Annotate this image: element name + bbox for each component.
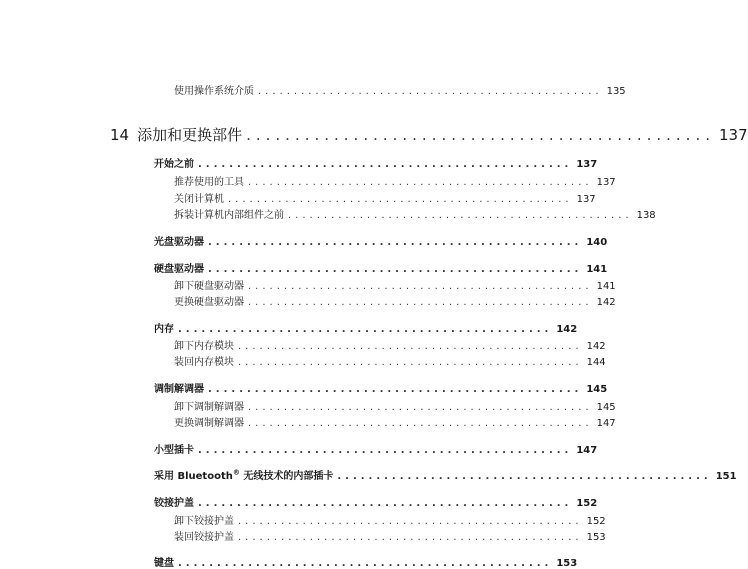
- toc-page-number: 147: [596, 418, 616, 429]
- dot-leader: ................................................: [208, 237, 583, 248]
- toc-entry-label: 卸下内存模块: [174, 341, 234, 352]
- toc-page-number: 137: [596, 177, 616, 188]
- toc-entry[interactable]: [174, 337, 606, 352]
- dot-leader: ................................................: [238, 532, 583, 543]
- dot-leader: ................................................: [208, 264, 583, 275]
- dot-leader: ................................................: [208, 384, 583, 395]
- toc-section-label: 硬盘驱动器: [154, 264, 204, 275]
- toc-page-number: 142: [556, 324, 578, 335]
- toc-page-number: 137: [576, 194, 596, 205]
- chapter-page-number: 137: [718, 126, 748, 144]
- toc-page-number: 141: [596, 281, 616, 292]
- dot-leader: ................................................: [238, 357, 583, 368]
- dot-leader: ................................................: [198, 445, 573, 456]
- toc-entry-label: 更换调制解调器: [174, 418, 244, 429]
- dot-leader: ................................................: [248, 297, 593, 308]
- toc-section-label: 调制解调器: [154, 384, 204, 395]
- dot-leader: ................................................: [248, 281, 593, 292]
- toc-page-number: 137: [576, 159, 598, 170]
- toc-section[interactable]: [154, 554, 578, 569]
- toc-entry[interactable]: [174, 398, 616, 413]
- toc-entry[interactable]: [174, 528, 606, 543]
- toc-page-number: 153: [556, 558, 578, 569]
- toc-page-number: 147: [576, 445, 598, 456]
- toc-page-number: 153: [586, 532, 606, 543]
- toc-section[interactable]: [154, 155, 598, 170]
- toc-page-number: 152: [586, 516, 606, 527]
- dot-leader: ................................................: [258, 86, 603, 97]
- toc-page-number: 141: [586, 264, 608, 275]
- dot-leader: ................................................: [178, 558, 553, 569]
- toc-section[interactable]: [154, 233, 608, 248]
- toc-section-label: 采用 Bluetooth® 无线技术的内部插卡: [154, 468, 334, 482]
- toc-section[interactable]: [154, 320, 578, 335]
- toc-entry-label: 更换硬盘驱动器: [174, 297, 244, 308]
- chapter-title: 添加和更换部件: [137, 126, 243, 144]
- toc-entry-label: 拆装计算机内部组件之前: [174, 210, 284, 221]
- dot-leader: ................................................: [288, 210, 633, 221]
- toc-entry[interactable]: [174, 190, 596, 205]
- toc-page-number: 145: [586, 384, 608, 395]
- toc-section-label: 键盘: [154, 558, 174, 569]
- toc-entry[interactable]: [174, 512, 606, 527]
- toc-section-label: 铰接护盖: [154, 498, 194, 509]
- dot-leader: ................................................: [248, 418, 593, 429]
- dot-leader: ................................................: [198, 159, 573, 170]
- registered-trademark-mark: ®: [232, 468, 240, 477]
- toc-section-label: 光盘驱动器: [154, 237, 204, 248]
- toc-entry[interactable]: [174, 353, 606, 368]
- toc-entry-label: 卸下铰接护盖: [174, 516, 234, 527]
- toc-entry-label: 推荐使用的工具: [174, 177, 244, 188]
- toc-entry[interactable]: [174, 277, 616, 292]
- toc-section-label: 内存: [154, 324, 174, 335]
- toc-section[interactable]: [154, 467, 737, 482]
- toc-section-label: 小型插卡: [154, 445, 194, 456]
- dot-leader: ................................................: [246, 126, 715, 144]
- toc-page-number: 138: [636, 210, 656, 221]
- toc-page-number: 142: [586, 341, 606, 352]
- toc-section-label: 开始之前: [154, 159, 194, 170]
- toc-page-number: 144: [586, 357, 606, 368]
- dot-leader: ................................................: [198, 498, 573, 509]
- toc-entry-label: 使用操作系统介质: [174, 86, 254, 97]
- toc-section[interactable]: [154, 494, 598, 509]
- toc-section[interactable]: [154, 441, 598, 456]
- toc-entry[interactable]: [174, 173, 616, 188]
- toc-entry-label: 关闭计算机: [174, 194, 224, 205]
- chapter-number: 14: [110, 126, 130, 144]
- toc-page-number: 145: [596, 402, 616, 413]
- toc-entry-label: 卸下调制解调器: [174, 402, 244, 413]
- dot-leader: ................................................: [238, 516, 583, 527]
- dot-leader: ................................................: [228, 194, 573, 205]
- toc-entry[interactable]: [174, 293, 616, 308]
- toc-page-number: 135: [606, 86, 626, 97]
- dot-leader: ................................................: [337, 471, 712, 482]
- toc-entry-label: 装回铰接护盖: [174, 532, 234, 543]
- toc-page-number: 140: [586, 237, 608, 248]
- dot-leader: ................................................: [238, 341, 583, 352]
- toc-entry[interactable]: [174, 82, 626, 97]
- toc-entry-label: 装回内存模块: [174, 357, 234, 368]
- dot-leader: ................................................: [248, 177, 593, 188]
- toc-section[interactable]: [154, 260, 608, 275]
- dot-leader: ................................................: [248, 402, 593, 413]
- toc-entry[interactable]: [174, 206, 656, 221]
- dot-leader: ................................................: [178, 324, 553, 335]
- toc-page-number: 152: [576, 498, 598, 509]
- toc-page-number: 142: [596, 297, 616, 308]
- toc-entry-label: 卸下硬盘驱动器: [174, 281, 244, 292]
- toc-section[interactable]: [154, 380, 608, 395]
- toc-entry[interactable]: [174, 414, 616, 429]
- chapter-heading[interactable]: [110, 124, 748, 144]
- toc-page-number: 151: [715, 471, 737, 482]
